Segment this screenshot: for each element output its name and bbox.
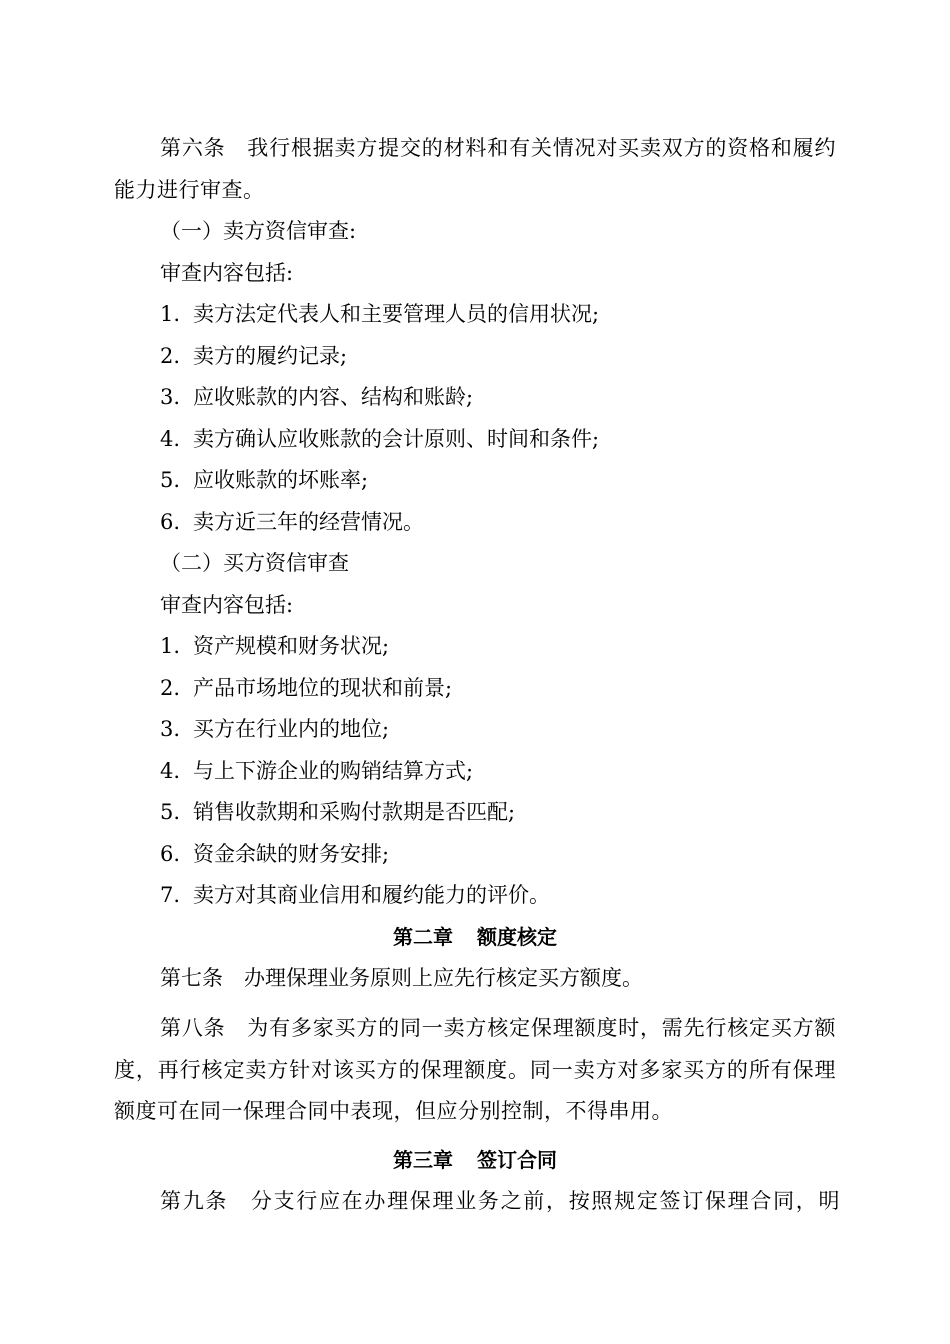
buyer-item-1: 1. 资产规模和财务状况;: [160, 634, 390, 658]
seller-item-4: 4. 卖方确认应收账款的会计原则、时间和条件;: [160, 427, 600, 451]
article-7: 第七条 办理保理业务原则上应先行核定买方额度。: [160, 966, 643, 990]
section-seller-credit-title: （一）卖方资信审查:: [160, 219, 357, 243]
article-8: 第八条 为有多家买方的同一卖方核定保理额度时，需先行核定买方额度，再行核定卖方针对该买方的保理额度。同一卖方对多家买方的所有保理额度可在同一保理合同中表现，但应分别控制，不得串用。: [114, 1016, 836, 1123]
section-buyer-credit-title: （二）买方资信审查: [160, 551, 349, 575]
article-9: 第九条 分支行应在办理保理业务之前，按照规定签订保理合同，明: [160, 1189, 840, 1213]
buyer-item-5: 5. 销售收款期和采购付款期是否匹配;: [160, 800, 516, 824]
section-seller-intro: 审查内容包括:: [160, 261, 294, 285]
chapter-3-heading: 第三章 签订合同: [393, 1148, 557, 1172]
seller-item-5: 5. 应收账款的坏账率;: [160, 468, 369, 492]
buyer-item-2: 2. 产品市场地位的现状和前景;: [160, 676, 453, 700]
buyer-item-4: 4. 与上下游企业的购销结算方式;: [160, 759, 474, 783]
seller-item-2: 2. 卖方的履约记录;: [160, 344, 348, 368]
seller-item-6: 6. 卖方近三年的经营情况。: [160, 510, 424, 534]
chapter-2-heading: 第二章 额度核定: [393, 925, 557, 949]
seller-item-3: 3. 应收账款的内容、结构和账龄;: [160, 385, 474, 409]
buyer-item-6: 6. 资金余缺的财务安排;: [160, 842, 390, 866]
buyer-item-7: 7. 卖方对其商业信用和履约能力的评价。: [160, 883, 550, 907]
seller-item-1: 1. 卖方法定代表人和主要管理人员的信用状况;: [160, 302, 600, 326]
article-6: 第六条 我行根据卖方提交的材料和有关情况对买卖双方的资格和履约能力进行审查。: [114, 136, 836, 202]
buyer-item-3: 3. 买方在行业内的地位;: [160, 717, 390, 741]
section-buyer-intro: 审查内容包括:: [160, 593, 294, 617]
